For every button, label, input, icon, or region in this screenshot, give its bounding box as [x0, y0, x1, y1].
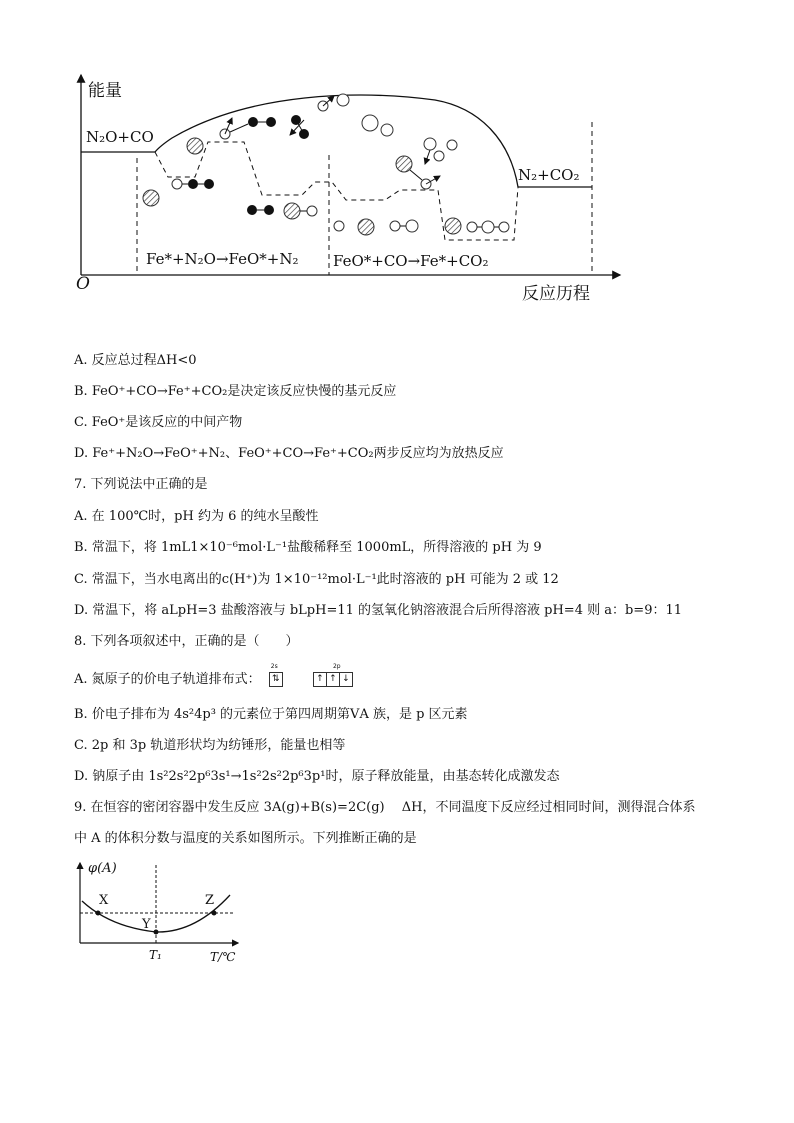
o-atom-icon: [334, 221, 344, 231]
q7-option-a: A. 在 100℃时，pH 约为 6 的纯水呈酸性: [74, 509, 319, 524]
q7-stem: 7. 下列说法中正确的是: [74, 477, 208, 492]
orbital-2p: 2p ↑ ↑ ↓: [313, 672, 353, 687]
phi-axis-label: φ(A): [88, 861, 117, 876]
q6-option-c: C. FeO⁺是该反应的中间产物: [74, 415, 243, 430]
t1-label: T₁: [149, 948, 162, 962]
o-atom-icon: [381, 124, 393, 136]
q9-stem-line1: 9. 在恒容的密闭容器中发生反应 3A(g)+B(s)=2C(g) ΔH，不同温度下反应经过相同时间，测得混合体系: [74, 800, 696, 815]
n-atom-icon: [188, 179, 198, 189]
q7-option-c: C. 常温下，当水电离出的c(H⁺)为 1×10⁻¹²mol·L⁻¹此时溶液的 pH 可能为 2 或 12: [74, 572, 559, 587]
c-atom-icon: [337, 94, 349, 106]
temperature-axis-label: T/℃: [210, 950, 236, 964]
point-y-label: Y: [142, 917, 151, 932]
c-atom-icon: [406, 220, 418, 232]
end-species-label: N₂+CO₂: [518, 166, 580, 184]
n-atom-icon: [248, 117, 258, 127]
energy-axis-label: 能量: [88, 81, 122, 101]
fe-atom-icon: [172, 179, 182, 189]
q7-option-b: B. 常温下，将 1mL1×10⁻⁶mol·L⁻¹盐酸稀释至 1000mL，所得溶液的 pH 为 9: [74, 540, 542, 555]
fe-atom-icon: [358, 219, 374, 235]
c-atom-icon: [482, 221, 494, 233]
q8-stem: 8. 下列各项叙述中，正确的是（ ）: [74, 634, 299, 649]
point-z-marker: [212, 911, 217, 916]
o-atom-icon: [447, 140, 457, 150]
fe-atom-icon: [187, 138, 203, 154]
step1-equation: Fe*+N₂O→FeO*+N₂: [146, 250, 299, 268]
q6-option-a: A. 反应总过程ΔH<0: [74, 353, 197, 368]
o-atom-icon: [499, 222, 509, 232]
o-atom-icon: [467, 222, 477, 232]
q8-option-b: B. 价电子排布为 4s²4p³ 的元素位于第四周期第ⅤA 族，是 p 区元素: [74, 707, 468, 722]
q8-option-a: A. 氮原子的价电子轨道排布式： 2s ⇅ 2p ↑ ↑ ↓: [74, 668, 353, 687]
q7-option-d: D. 常温下，将 aLpH=3 盐酸溶液与 bLpH=11 的氢氧化钠溶液混合后所得溶液 pH=4 则 a：b=9：11: [74, 603, 683, 618]
fe-atom-icon: [396, 156, 412, 172]
c-atom-icon: [424, 138, 436, 150]
point-z-label: Z: [205, 893, 215, 908]
fe-atom-icon: [143, 190, 159, 206]
n-atom-icon: [266, 117, 276, 127]
q6-option-d: D. Fe⁺+N₂O→FeO⁺+N₂、FeO⁺+CO→Fe⁺+CO₂两步反应均为放热反应: [74, 446, 504, 461]
point-x-label: X: [99, 893, 109, 908]
orbital-2s: 2s ⇅: [269, 672, 283, 687]
point-y-marker: [154, 930, 159, 935]
energy-diagram: [0, 0, 794, 310]
q8-option-d: D. 钠原子由 1s²2s²2p⁶3s¹→1s²2s²2p⁶3p¹时，原子释放能量，由基态转化成激发态: [74, 769, 560, 784]
point-x-marker: [96, 911, 101, 916]
step2-equation: FeO*+CO→Fe*+CO₂: [333, 252, 489, 270]
envelope-curve: [155, 95, 518, 187]
reaction-coordinate-label: 反应历程: [522, 284, 590, 304]
o-atom-icon: [434, 151, 444, 161]
fe-atom-icon: [445, 218, 461, 234]
q8-option-c: C. 2p 和 3p 轨道形状均为纺锤形，能量也相等: [74, 738, 346, 753]
q9-stem-line2: 中 A 的体积分数与温度的关系如图所示。下列推断正确的是: [74, 831, 417, 846]
n-atom-icon: [264, 205, 274, 215]
origin-label: O: [76, 274, 90, 294]
o-atom-icon: [307, 206, 317, 216]
o-atom-icon: [390, 221, 400, 231]
fe-atom-icon: [284, 203, 300, 219]
start-species-label: N₂O+CO: [86, 128, 154, 146]
n-atom-icon: [247, 205, 257, 215]
c-atom-icon: [362, 115, 378, 131]
phi-temperature-graph: [0, 855, 300, 975]
q6-option-b: B. FeO⁺+CO→Fe⁺+CO₂是决定该反应快慢的基元反应: [74, 384, 397, 399]
n-atom-icon: [204, 179, 214, 189]
